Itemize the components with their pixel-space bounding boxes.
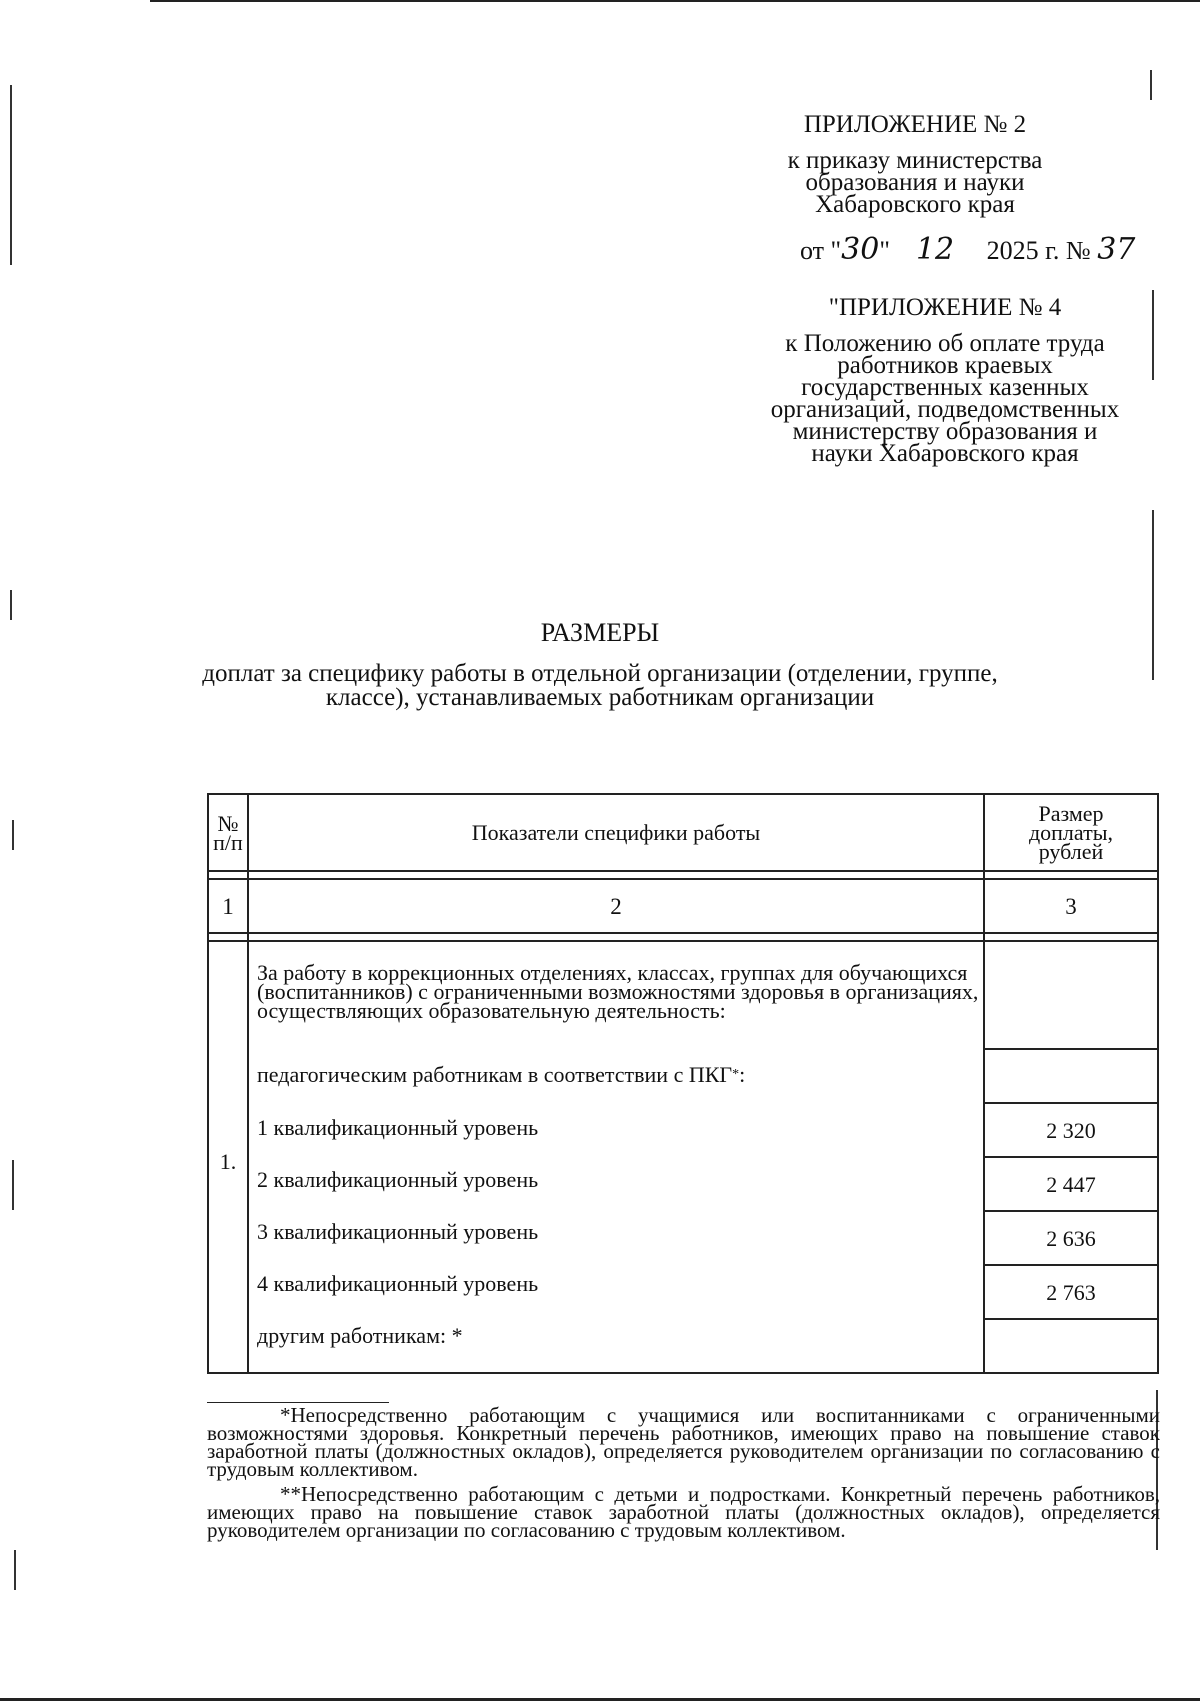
column-number: 3: [984, 879, 1158, 933]
date-prefix: от ": [800, 236, 842, 265]
row-description: За работу в коррекционных отделениях, классах, группах для обучающихся (воспитанников) с ограниченными возможностями здоровья в организациях, осуществляющих образовательную деятельность:: [257, 959, 979, 1023]
scan-edge-bottom: [0, 1698, 1200, 1701]
header-num-line: п/п: [213, 829, 243, 855]
row-values: [984, 941, 1158, 1373]
appendix-2-line: образования и науки: [805, 169, 1025, 196]
value-cell-empty: [985, 942, 1157, 1048]
level-label: 1 квалификационный уровень: [257, 1115, 539, 1140]
subtitle-line: классе), устанавливаемых работникам организации: [325, 684, 875, 711]
appendix-4-line: организаций, подведомственных: [770, 396, 1120, 423]
footnote-2: [207, 1482, 1160, 1542]
handwritten-day: 30: [841, 232, 880, 267]
value-cell-empty: [985, 1318, 1157, 1372]
level-value: 2 763: [985, 1264, 1157, 1318]
row-content: [248, 941, 984, 1373]
row-number: 1.: [208, 941, 248, 1373]
header-size-line: рублей: [1038, 839, 1104, 864]
appendix-2-heading: ПРИЛОЖЕНИЕ № 2: [803, 111, 1027, 138]
header-indicator: Показатели специфики работы: [248, 794, 984, 871]
column-numbers-row: [208, 879, 1158, 933]
appendix-4-line: науки Хабаровского края: [811, 440, 1079, 467]
table-gap: [208, 933, 1158, 941]
level-value: 2 447: [985, 1156, 1157, 1210]
payment-table: [207, 793, 1159, 1374]
scan-mark: [10, 85, 12, 265]
header-num: [208, 794, 248, 871]
ped-label-text: педагогическим работникам в соответствии с ПКГ: [257, 1062, 733, 1087]
scan-mark: [14, 1550, 16, 1590]
scan-mark: [12, 1160, 14, 1210]
header-size-line: Размер: [1038, 801, 1104, 826]
appendix-4-header: [740, 294, 1150, 467]
appendix-4-line: министерству образования и: [792, 418, 1098, 445]
scan-mark: [1150, 70, 1152, 100]
order-date-line: [800, 232, 1160, 267]
table-header-row: [208, 794, 1158, 871]
footnote-1: [207, 1403, 1160, 1481]
level-label: 4 квалификационный уровень: [257, 1271, 539, 1296]
document-subtitle: [0, 662, 1200, 710]
appendix-4-line: государственных казенных: [801, 374, 1089, 401]
subtitle-line: доплат за специфику работы в отдельной организации (отделении, группе,: [202, 660, 998, 687]
table-row: [208, 941, 1158, 1373]
header-size: [984, 794, 1158, 871]
appendix-2-line: к приказу министерства: [787, 147, 1043, 174]
level-label: 2 квалификационный уровень: [257, 1167, 539, 1192]
scan-mark: [1152, 290, 1154, 380]
appendix-4-heading: "ПРИЛОЖЕНИЕ № 4: [828, 294, 1062, 321]
table-gap: [208, 871, 1158, 879]
scan-mark: [10, 590, 12, 620]
other-workers-label: другим работникам: *: [257, 1323, 463, 1348]
level-label: 3 квалификационный уровень: [257, 1219, 539, 1244]
ped-label-sup: *: [732, 1067, 740, 1082]
scan-edge-top: [150, 0, 1200, 2]
header-num-line: №: [217, 810, 239, 836]
appendix-4-line: к Положению об оплате труда: [785, 330, 1105, 357]
date-sep: ": [879, 236, 890, 265]
footnote-1-text: *Непосредственно работающим с учащимися или воспитанниками с ограниченными возможностями здоровья. Конкретный перечень работников, имеющих право на повышение ставок заработной платы (должностных окладов), определяется руководителем организации по согласованию с трудовым коллективом.: [207, 1403, 1160, 1481]
ped-label-colon: :: [739, 1062, 746, 1087]
ped-workers-label: [257, 1048, 979, 1102]
scan-mark: [1152, 510, 1154, 680]
document-title: РАЗМЕРЫ: [540, 618, 660, 647]
footnote-2-text: **Непосредственно работающим с детьми и подростками. Конкретный перечень работников, имеющих право на повышение ставок заработной платы (должностных окладов), определяется руководителем организации по согласованию с трудовым коллективом.: [207, 1482, 1160, 1542]
year-text: 2025 г. №: [986, 236, 1091, 265]
header-size-line: доплаты,: [1028, 820, 1114, 845]
value-cell-empty: [985, 1048, 1157, 1102]
handwritten-number: 37: [1097, 232, 1136, 267]
handwritten-month: 12: [915, 232, 955, 267]
column-number: 1: [208, 879, 248, 933]
column-number: 2: [248, 879, 984, 933]
appendix-4-line: работников краевых: [837, 352, 1053, 379]
level-value: 2 320: [985, 1102, 1157, 1156]
appendix-2-line: Хабаровского края: [815, 191, 1015, 218]
scan-mark: [12, 820, 14, 850]
appendix-2-header: [780, 111, 1050, 218]
level-value: 2 636: [985, 1210, 1157, 1264]
